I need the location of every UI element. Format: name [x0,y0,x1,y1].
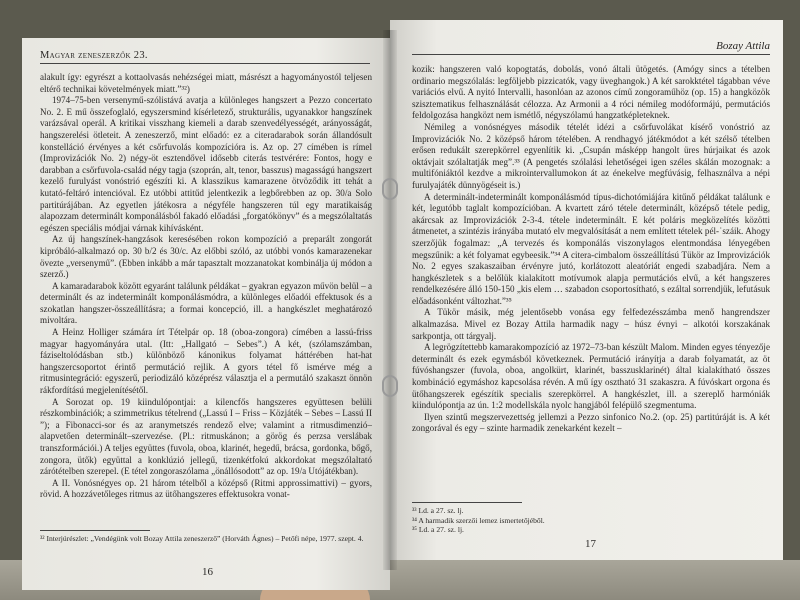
right-page [390,20,783,560]
book-spine [383,30,397,570]
page-number-left: 16 [202,566,213,578]
paragraph: Az új hangszínek-hangzások keresésében rokon kompozíció a preparált zongorát kipróbáló-alkalmazó op. 30 b/2 és 30/c. Az előbbi szóló, az utóbbi vonós kamarazenekar övezte „versenymű”. (Ebben inkább a már tapasztalt mozzanatokat kombinálja új módon a szerző.) [40,234,372,280]
paragraph: A kamaradarabok között egyaránt találunk példákat – gyakran egyazon művön belül – a determinált és az indeterminált komponálásmódra, a különleges előadói effektusok és a szokatlan hangszer-összeállításra; a formai koncepció, ill. a hangkészlet meghatározó mivoltára. [40,280,372,326]
paragraph: Némileg a vonósnégyes második tételét idézi a csőrfuvolákat kísérő vonóstrió az Improvizációk No. 2 középső három tételében. A rendhagyó játékmódot a két szélső tételben erősen redukált szerepkörrel egyenlítik ki. „Csupán másképp hangolt üres húrjaikat és azok oktávjait szólaltatják meg”.³³ (A pengetés szólalási lehetőségei igen széles skálán mozognak: a multifóniáktól kezdve a mikrointervallumokon át az énekelve megfúvásig, felhasználva a népi furulyajáték dünnyögéseit is.) [412,121,770,190]
staple [382,178,398,200]
page-number-right: 17 [585,538,596,550]
running-header-left: Magyar zeneszerzők 23. [40,50,370,64]
paragraph: A Sorozat op. 19 kiindulópontjai: a kilencfős hangszeres együttesen belüli részkombinációk; a szimmetrikus tételrend („Lassú I – Friss – Közjáték – Sebes – Lassú II ”); a Fibonacci-sor és az aranymetszés rendező elve; valamint a ritmusdimenzió–alapvetően determinált–szervezése. (Pl.: ritmuskánon; a görög és perzsa verslábak transzformációi.) A teljes együttes (fuvola, oboa, klarinét, hegedű, brácsa, gordonka, bőgő, zongora, ütők) együttal a konklúzió jellegű, tizenkétfokú akkordokat megszólaltató zárótételben szerepel. (E tétel zongoraszólama „önállósodott” az op. 19/a Utójátékban). [40,396,372,477]
footnotes-left [40,534,372,544]
footnotes-right [412,506,770,535]
footnote: ³² Interjúrészlet: „Vendégünk volt Bozay Attila zeneszerző” (Horváth Ágnes) – Petőfi népe, 1977. szept. 4. [40,534,364,543]
left-page [22,38,390,590]
paragraph: A Tükör másik, még jelentősebb vonása egy felfedezésszámba menő hangrendszer alkalmazása. Mivel ez Bozay Attila harmadik nagy – húsz évnyi – alkotói korszakának sarkpontja, ott tárgyalj. [412,307,770,341]
paragraph: A determinált-indeterminált komponálásmód típus-dichotómiájára kitűnő példákat találunk e két, legutóbb taglalt kompozícióban. A kvartett záró tétele determinált, középső tétele pedig, akárcsak az Improvizációk 2-3-4. tétele indeterminált. E két poláris megközelítés közötti átmenetet, a szintézis irányába mutató elv megvalósítását a nem említett tételek pél-˙száik. Ahogy szerzőjük fogalmaz: „A tervezés és komponálás viszonylagos elentmondása lényegében megszűnik: a két folyamat egybeesik.”³⁴ A citera-cimbalom összeállítású Tükör az Improvizációk No. 2 egyes szakaszaiban érvényre jutó, korlátozott aleatóriát engedi szabadjára. Nem a hangkészletek s a belőlük kialakított motívumok alapja permutációs elvű, a két hangszeres rendelkezésére álló 150-150 „kis elem … szabadon csoportosítható, s ezáltal sorrendjük, lefutásuk előadásonként változhat.”³⁵ [412,191,770,306]
paragraph: A II. Vonósnégyes op. 21 három tételből a középső (Ritmi approssimattivi) – gyors, rövid. A hozzávetőleges ritmus az ütőhangszeres effektusokra vonat- [40,477,372,500]
paragraph: A Heinz Holliger számára írt Tételpár op. 18 (oboa-zongora) címében a lassú-friss magyar hagyományára utal. (Itt: „Hallgató – Sebes”.) A két, (szólamszámban, fáziseltolódásban stb.) különböző kánonikus folyamat háttérében hat-hat hangszercsoportot érintő permutáció rejlik. A gyors tétel fő ismérve még a ritmusintegráció: egyszerű, periodizáló középrész választja el a permutáló szakaszt önnön rákfordítású megjelenítésétől. [40,327,372,396]
running-header-right: Bozay Attila [412,40,770,55]
footnote-rule [40,530,150,531]
footnote: ³³ Ld. a 27. sz. lj. [412,506,464,515]
staple [382,375,398,397]
right-page-body [412,64,770,496]
paragraph: Ilyen szintű megszervezettség jellemzi a Pezzo sinfonico No.2. (op. 25) partitúráját is. A két zongorával és egy – szinte harmadik zenekarként kezelt – [412,411,770,434]
paragraph: A legrögzítettebb kamarakompozíció az 1972–73-ban készült Malom. Minden egyes tényezője determinált és ezek egymásból következnek. Permutáció irányítja a darab folyamatát, az öt fúvóshangszer (fuvola, oboa, angolkürt, klarinét, basszusklarinét) által kialakítható összes kombináció egymáshoz kapcsolása révén. A mű így osztható 31 szakaszra. A fúvóskart orgona és ütőhangszerek egészítik specialis szerepkörrel. A hangkészlet, ill. a szereplő harmóniák kiindulópontja az ún. 1:2 modellskála nyolc hangjából felépülő szegmentuma. [412,342,770,411]
footnote: ³⁴ A harmadik szerzői lemez ismertetőjéből. [412,515,545,525]
paragraph: 1974–75-ben versenymű-szólistává avatja a különleges hangszert a Pezzo concertato No. 2. E mű összefoglaló, egyszersmind kísérletező, strukturális, ugyanakkor hangszínek varázsával operál. A kritikai visszhang kiemeli a darab szenvedélyességét, arányosságát, hangszerelési ötleteit. A zeneszerző, mint előadó: ez a citeradarabok során állandósult konstelláció érvényes a két csőrfuvolás kompozícióra is. Az op. 27 címében is rímel (Improvizációk No. 2) négy-öt esztendővel idősebb citerás testvérére: Fontos, hogy e darabban a csőrfuvola-család négy tagja (szoprán, alt, tenor, basszus) magasságú hangszert kezelő furulyást vonóstrió egészíti ki. A klasszikus kamarazene ötvöződik itt tehát a kutató-feltáró intencióval. Ez utóbbi attitűd jelentkezik a legbőrebben az op. 30/a Solo partitúrájában. Az egyetlen játékosra a négyféle hangszeren túl egy maratikaiság alapozzam determinált komponálásból fakadó előadási „forgatókönyv” és a megszólaltatás egészen speciális módjai várnak kihívásként. [40,95,372,233]
left-page-body [40,72,372,524]
paragraph: alakult így: egyrészt a kottaolvasás nehézségei miatt, másrészt a hagyományostól teljesen eltérő technikai követelmények miatt.”³²) [40,72,372,94]
paragraph: kozik: hangszeren való kopogtatás, dobolás, vonó általi ütögetés. (Amógy sincs a tételben ordinario megszólalás: legföljebb pizzicatók, vagy üveghangok.) A két sarokktétel tágabban véve variációs elvű. A nyitó Intervalli, hasonlóan az azonos című zongoraműhöz (op. 15) a hangközök szisztematikus felhasználását célozza. Az Armonii a 4 róci némileg modóformájú, permutációs feldolgozása hangközt nem ismétlő, négyszólamú hangzatképleteknek. [412,64,770,121]
footnote: ³⁵ Ld. a 27. sz. lj. [412,525,464,535]
footnote-rule [412,502,522,503]
